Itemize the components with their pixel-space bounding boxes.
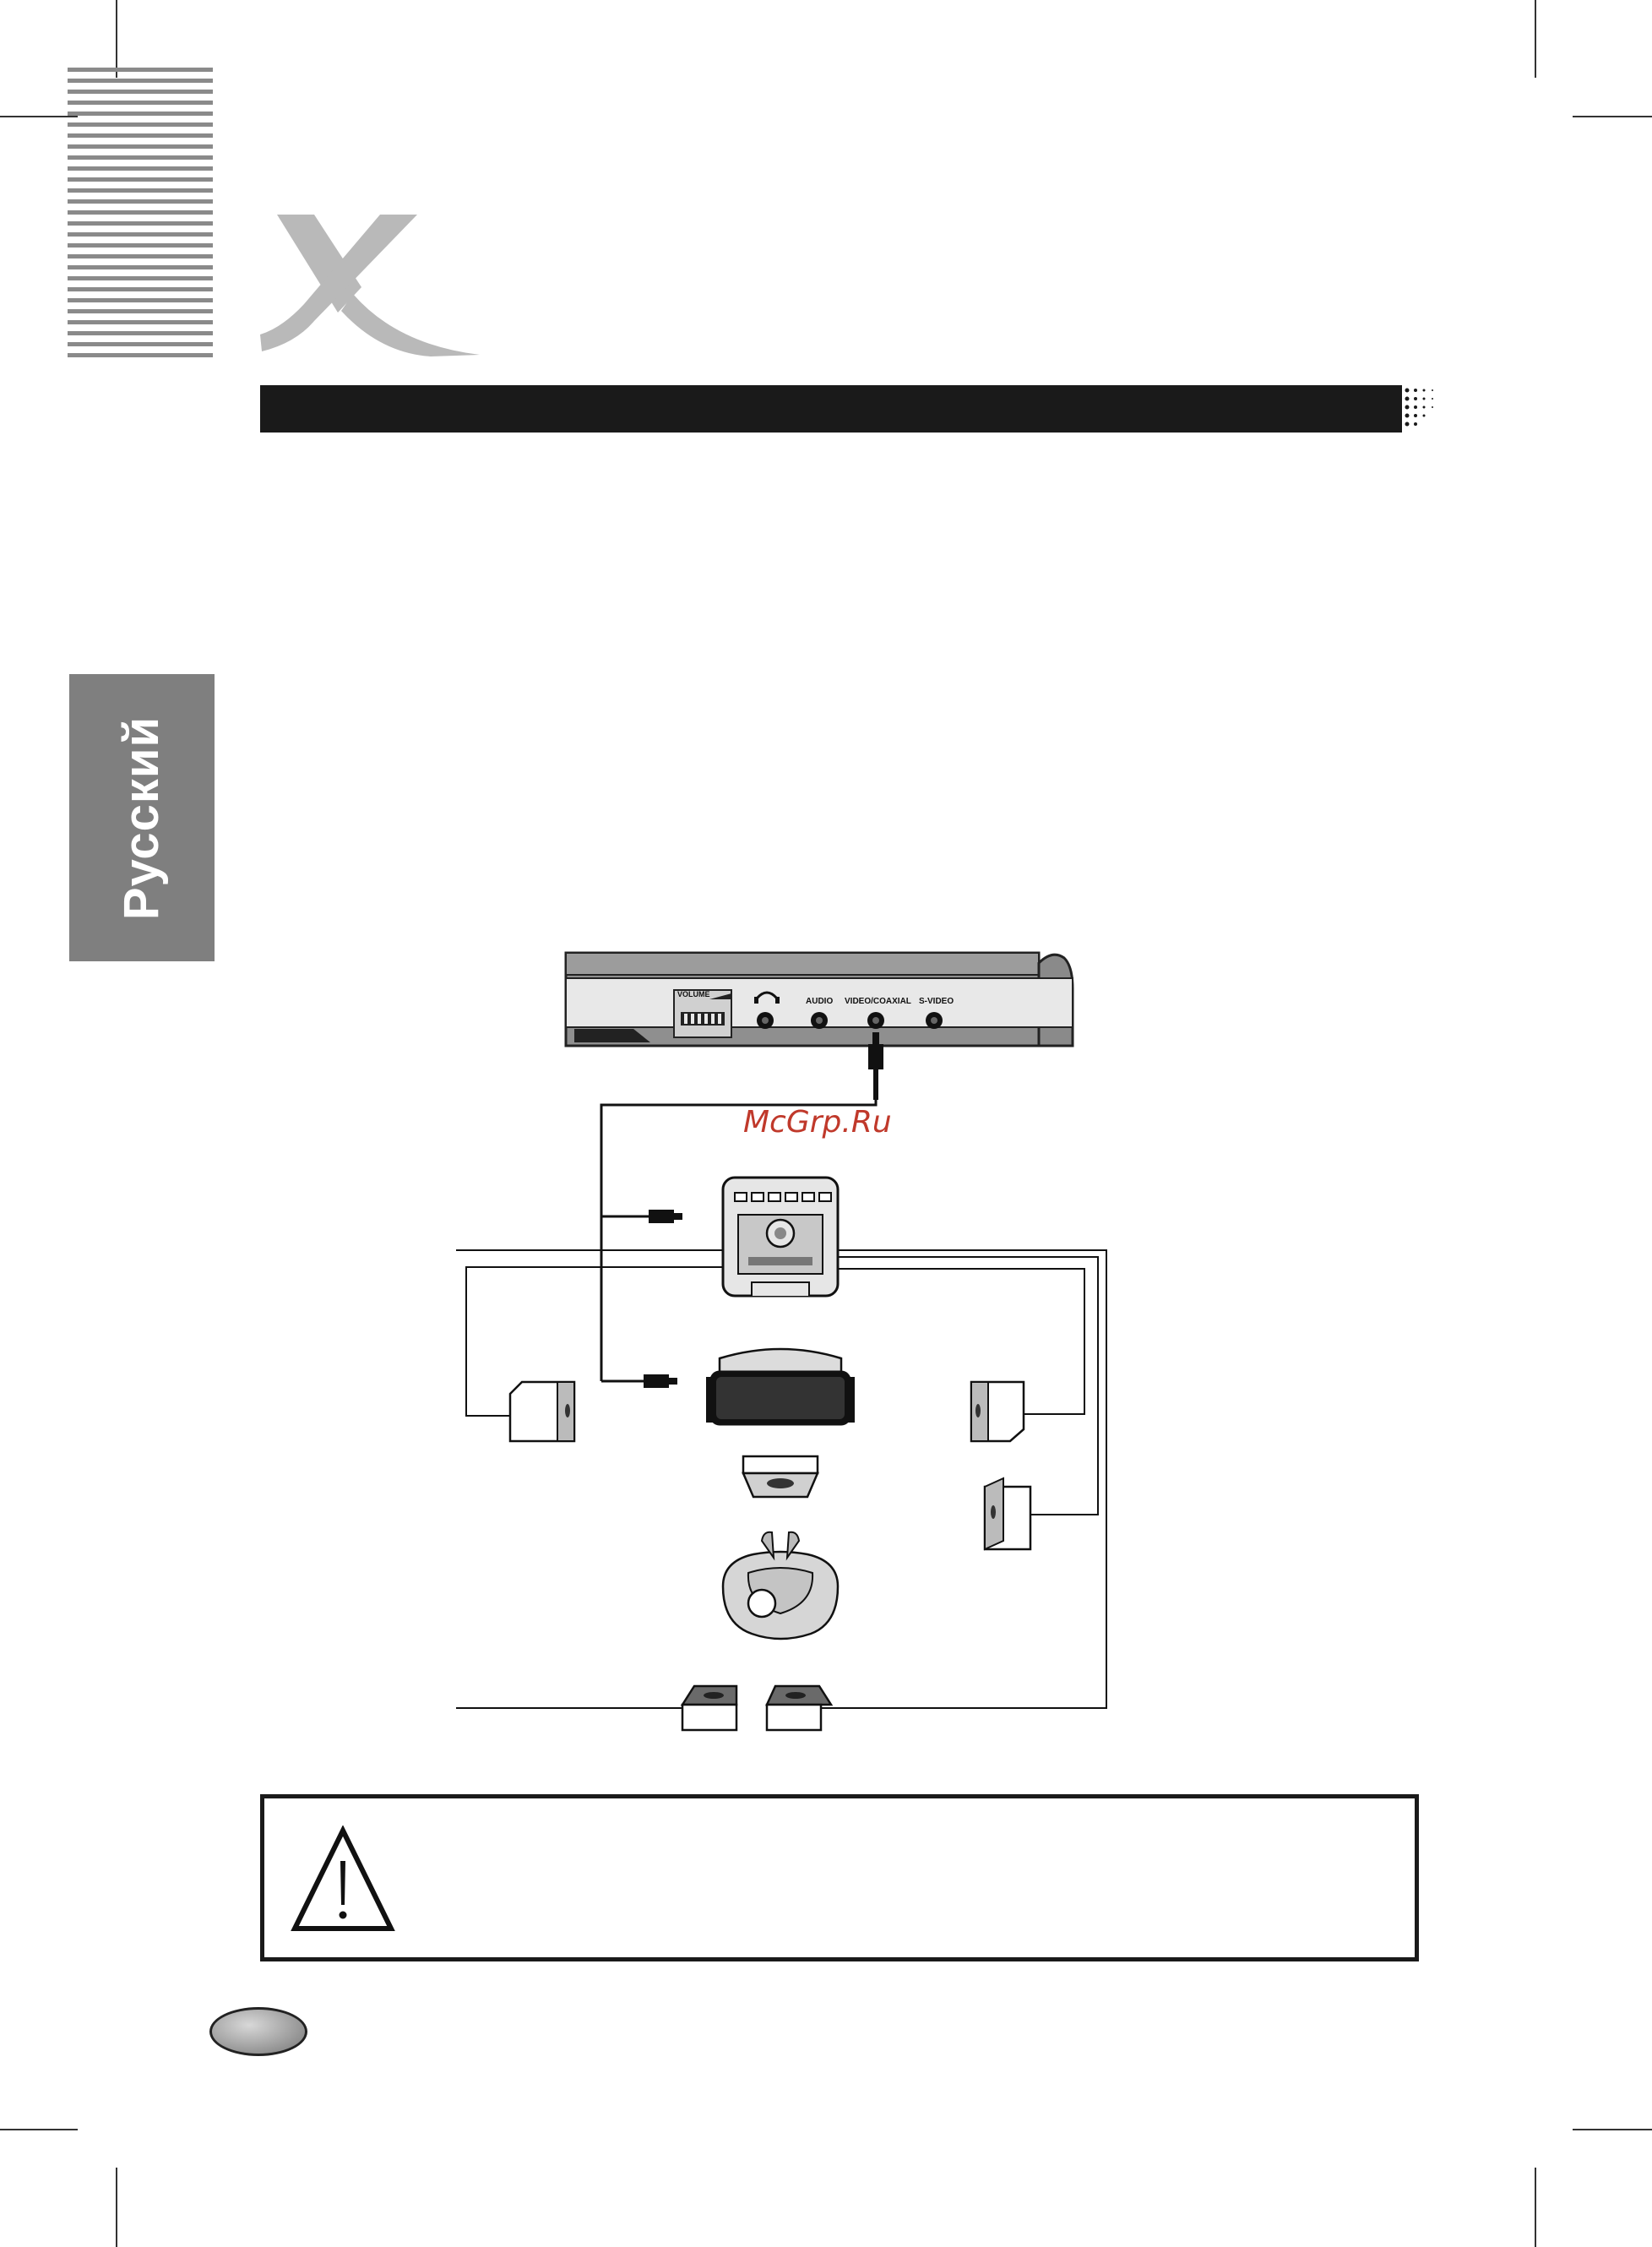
center-speaker bbox=[743, 1456, 818, 1497]
av-receiver bbox=[723, 1178, 838, 1296]
tv-set bbox=[706, 1349, 855, 1424]
rear-left-speaker bbox=[682, 1686, 736, 1730]
port-audio-label: AUDIO bbox=[806, 997, 834, 1006]
cable-plug-receiver bbox=[649, 1210, 682, 1223]
warning-box bbox=[260, 1794, 1419, 1961]
cable-plug-tv bbox=[644, 1374, 677, 1388]
warning-triangle-icon bbox=[290, 1825, 396, 1935]
page-number-oval bbox=[209, 2007, 307, 2056]
dvd-player-side bbox=[566, 953, 1073, 1046]
header-bar bbox=[260, 385, 1402, 433]
crop-mark bbox=[1573, 116, 1652, 117]
crop-mark bbox=[116, 0, 117, 78]
listener-figure bbox=[723, 1532, 838, 1639]
rear-right-speaker bbox=[767, 1686, 831, 1730]
crop-mark bbox=[0, 116, 78, 117]
x-logo-icon bbox=[253, 209, 490, 362]
connection-diagram bbox=[456, 938, 1115, 1732]
front-left-speaker bbox=[510, 1382, 574, 1441]
crop-mark bbox=[0, 2129, 78, 2130]
front-right-speaker bbox=[971, 1382, 1024, 1441]
crop-mark bbox=[116, 2168, 117, 2247]
port-video-coaxial-label: VIDEO/COAXIAL bbox=[845, 997, 911, 1006]
crop-mark bbox=[1535, 0, 1536, 78]
header-halftone bbox=[1385, 385, 1453, 433]
volume-label: VOLUME bbox=[677, 990, 710, 998]
port-s-video-label: S-VIDEO bbox=[919, 997, 954, 1006]
watermark-text: McGrp.Ru bbox=[743, 1105, 892, 1140]
language-tab-label: Русский bbox=[114, 715, 170, 920]
crop-mark bbox=[1573, 2129, 1652, 2130]
crop-mark bbox=[1535, 2168, 1536, 2247]
language-tab bbox=[69, 674, 215, 961]
surround-right-speaker bbox=[985, 1478, 1030, 1549]
